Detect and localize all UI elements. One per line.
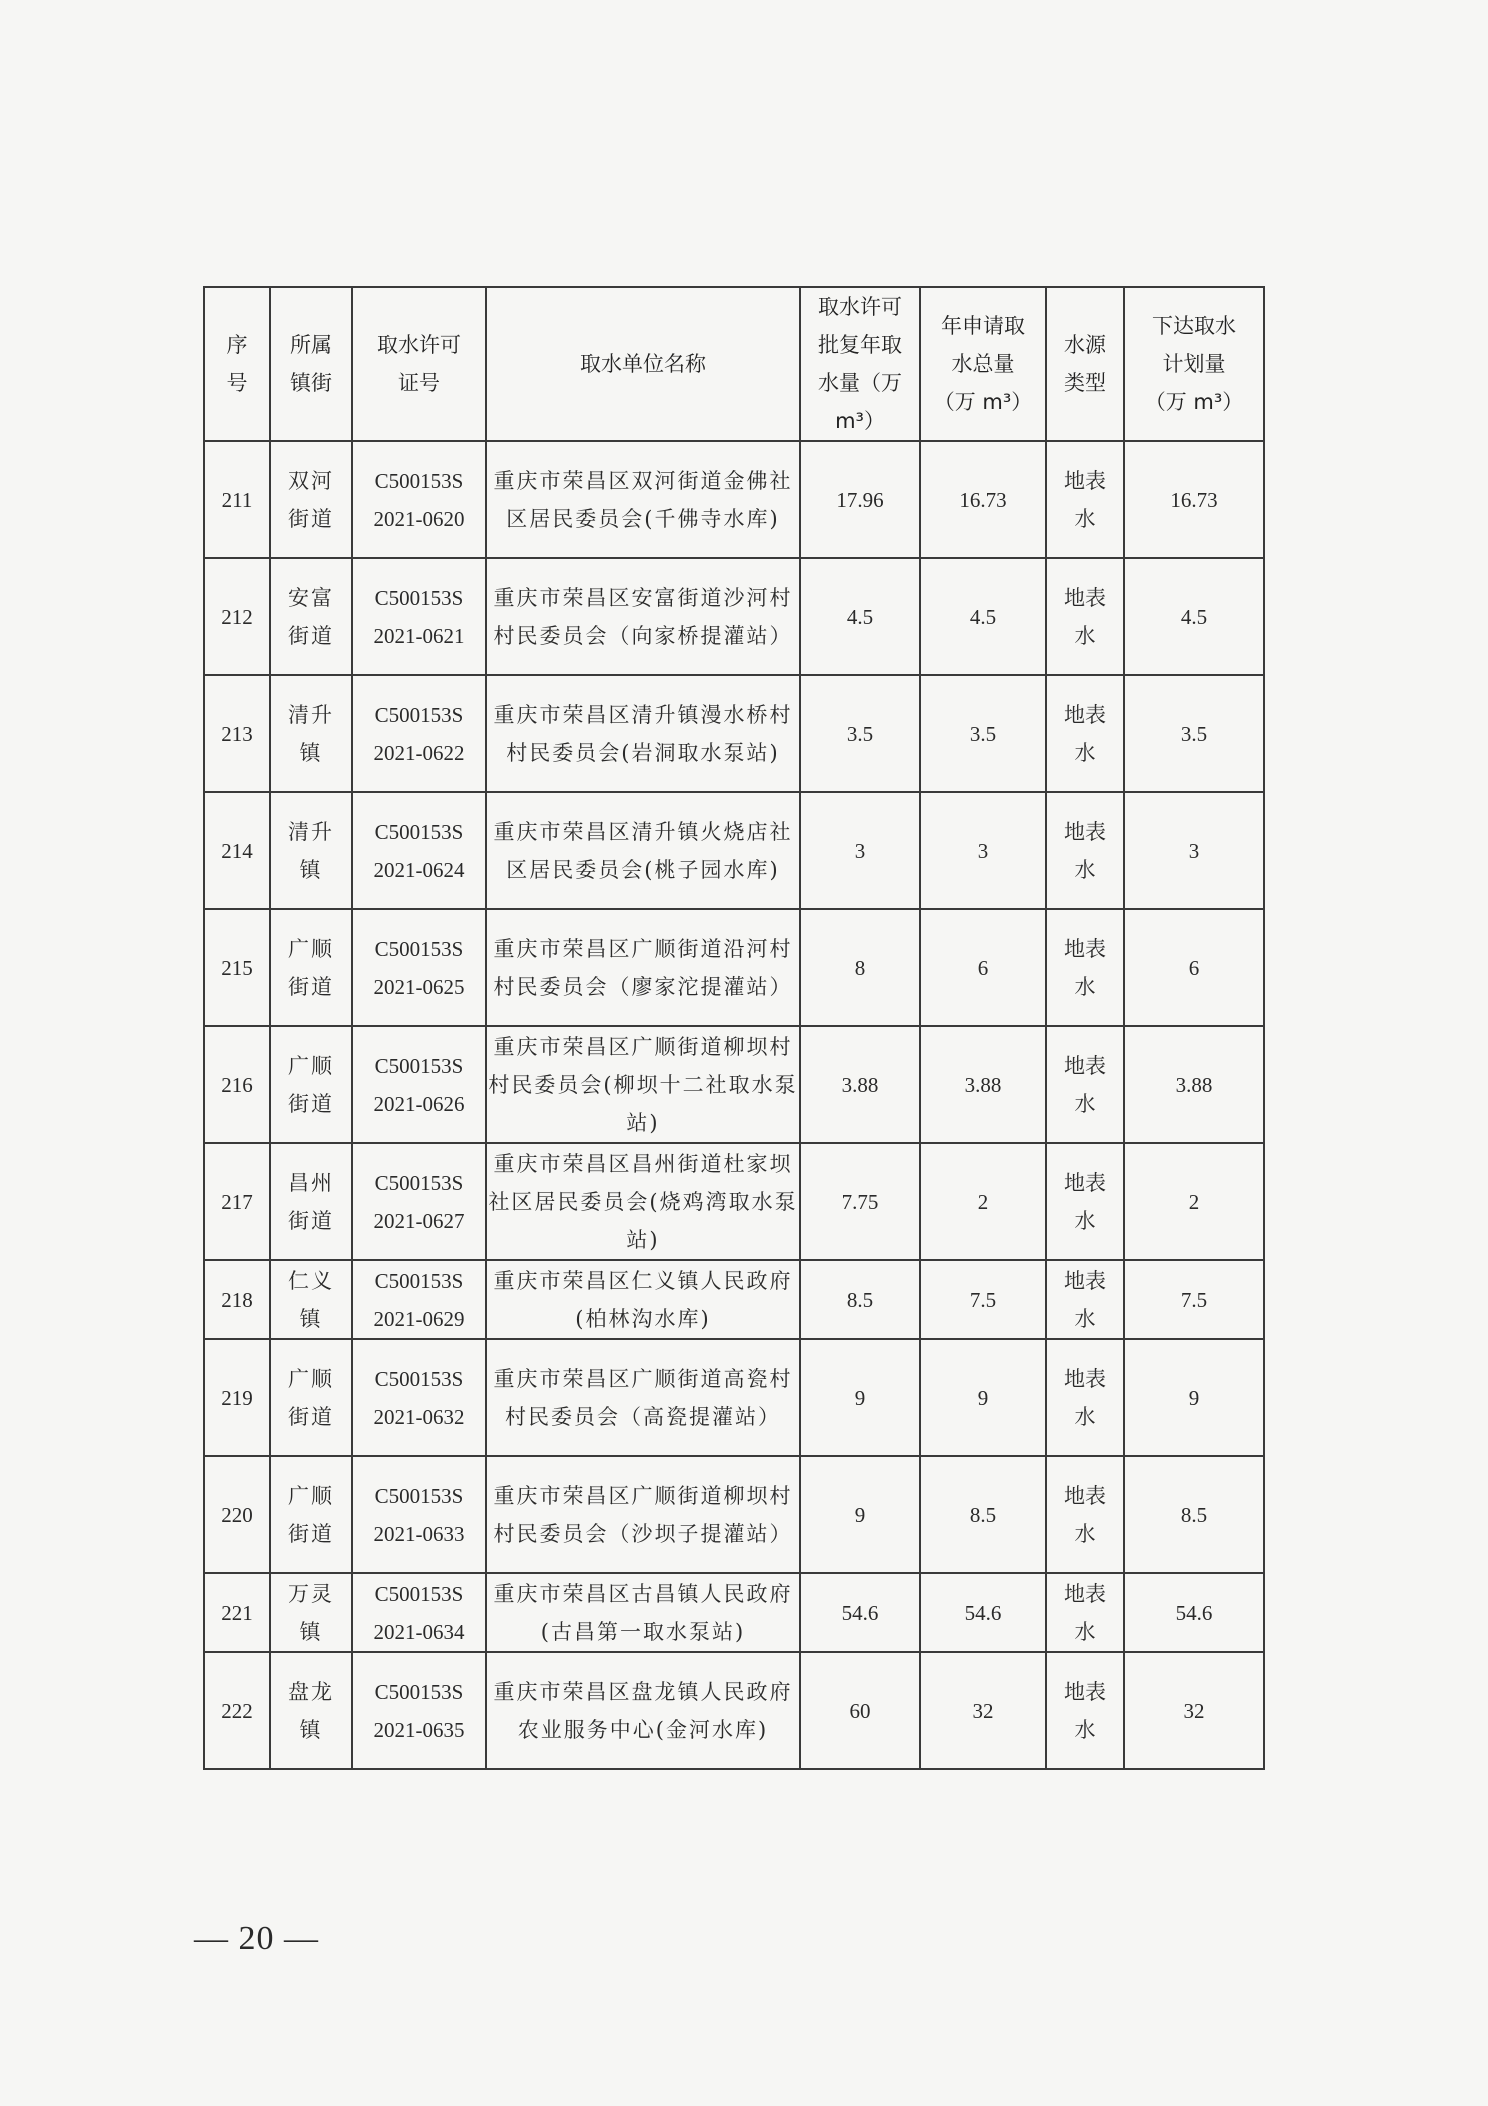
cell-plan: 6	[1124, 909, 1264, 1026]
cell-approved: 17.96	[800, 441, 920, 558]
cell-town: 安富 街道	[270, 558, 352, 675]
table-row	[204, 909, 1264, 1026]
cell-town: 广顺 街道	[270, 909, 352, 1026]
cell-seq: 212	[204, 558, 270, 675]
cell-applied: 3	[920, 792, 1046, 909]
cell-applied: 2	[920, 1143, 1046, 1260]
cell-source: 地表 水	[1046, 675, 1124, 792]
cell-town: 盘龙 镇	[270, 1652, 352, 1769]
cell-source: 地表 水	[1046, 1573, 1124, 1652]
table-row	[204, 675, 1264, 792]
cell-seq: 211	[204, 441, 270, 558]
cell-plan: 7.5	[1124, 1260, 1264, 1339]
cell-seq: 221	[204, 1573, 270, 1652]
cell-seq: 214	[204, 792, 270, 909]
cell-plan: 8.5	[1124, 1456, 1264, 1573]
table-row	[204, 1260, 1264, 1339]
cell-source: 地表 水	[1046, 1260, 1124, 1339]
cell-unit: 重庆市荣昌区仁义镇人民政府(柏林沟水库)	[486, 1260, 800, 1339]
cell-permit: C500153S 2021-0621	[352, 558, 486, 675]
cell-approved: 3.5	[800, 675, 920, 792]
cell-approved: 4.5	[800, 558, 920, 675]
cell-applied: 7.5	[920, 1260, 1046, 1339]
cell-plan: 3	[1124, 792, 1264, 909]
cell-unit: 重庆市荣昌区广顺街道高瓷村村民委员会（高瓷提灌站）	[486, 1339, 800, 1456]
table-row	[204, 1652, 1264, 1769]
cell-unit: 重庆市荣昌区双河街道金佛社区居民委员会(千佛寺水库)	[486, 441, 800, 558]
cell-town: 昌州 街道	[270, 1143, 352, 1260]
cell-applied: 8.5	[920, 1456, 1046, 1573]
cell-applied: 4.5	[920, 558, 1046, 675]
cell-unit: 重庆市荣昌区安富街道沙河村村民委员会（向家桥提灌站）	[486, 558, 800, 675]
cell-seq: 213	[204, 675, 270, 792]
cell-seq: 220	[204, 1456, 270, 1573]
table-row	[204, 792, 1264, 909]
cell-unit: 重庆市荣昌区昌州街道杜家坝社区居民委员会(烧鸡湾取水泵站)	[486, 1143, 800, 1260]
table-row	[204, 558, 1264, 675]
cell-source: 地表 水	[1046, 1143, 1124, 1260]
cell-plan: 3.88	[1124, 1026, 1264, 1143]
cell-applied: 6	[920, 909, 1046, 1026]
cell-approved: 8	[800, 909, 920, 1026]
cell-permit: C500153S 2021-0633	[352, 1456, 486, 1573]
cell-applied: 9	[920, 1339, 1046, 1456]
table-row	[204, 1573, 1264, 1652]
cell-source: 地表 水	[1046, 1026, 1124, 1143]
cell-unit: 重庆市荣昌区古昌镇人民政府(古昌第一取水泵站)	[486, 1573, 800, 1652]
cell-permit: C500153S 2021-0634	[352, 1573, 486, 1652]
cell-unit: 重庆市荣昌区盘龙镇人民政府农业服务中心(金河水库)	[486, 1652, 800, 1769]
cell-town: 广顺 街道	[270, 1339, 352, 1456]
cell-unit: 重庆市荣昌区清升镇火烧店社区居民委员会(桃子园水库)	[486, 792, 800, 909]
header-unit: 取水单位名称	[486, 287, 800, 441]
cell-seq: 217	[204, 1143, 270, 1260]
cell-plan: 32	[1124, 1652, 1264, 1769]
cell-town: 清升 镇	[270, 675, 352, 792]
cell-plan: 16.73	[1124, 441, 1264, 558]
header-seq: 序 号	[204, 287, 270, 441]
cell-applied: 54.6	[920, 1573, 1046, 1652]
table-row	[204, 1339, 1264, 1456]
cell-town: 万灵 镇	[270, 1573, 352, 1652]
cell-plan: 2	[1124, 1143, 1264, 1260]
cell-permit: C500153S 2021-0620	[352, 441, 486, 558]
table-row	[204, 441, 1264, 558]
cell-applied: 16.73	[920, 441, 1046, 558]
header-plan: 下达取水 计划量 （万 m³）	[1124, 287, 1264, 441]
cell-unit: 重庆市荣昌区清升镇漫水桥村村民委员会(岩洞取水泵站)	[486, 675, 800, 792]
header-applied: 年申请取 水总量 （万 m³）	[920, 287, 1046, 441]
cell-approved: 3	[800, 792, 920, 909]
cell-plan: 4.5	[1124, 558, 1264, 675]
table-row	[204, 1026, 1264, 1143]
cell-seq: 218	[204, 1260, 270, 1339]
cell-town: 清升 镇	[270, 792, 352, 909]
cell-plan: 54.6	[1124, 1573, 1264, 1652]
cell-plan: 3.5	[1124, 675, 1264, 792]
cell-seq: 222	[204, 1652, 270, 1769]
cell-approved: 7.75	[800, 1143, 920, 1260]
cell-permit: C500153S 2021-0625	[352, 909, 486, 1026]
cell-source: 地表 水	[1046, 558, 1124, 675]
cell-permit: C500153S 2021-0627	[352, 1143, 486, 1260]
cell-approved: 8.5	[800, 1260, 920, 1339]
cell-town: 双河 街道	[270, 441, 352, 558]
header-source: 水源 类型	[1046, 287, 1124, 441]
cell-source: 地表 水	[1046, 1456, 1124, 1573]
table-header-row	[204, 287, 1264, 441]
cell-approved: 3.88	[800, 1026, 920, 1143]
cell-plan: 9	[1124, 1339, 1264, 1456]
header-town: 所属 镇街	[270, 287, 352, 441]
cell-unit: 重庆市荣昌区广顺街道柳坝村村民委员会（沙坝子提灌站）	[486, 1456, 800, 1573]
header-approved: 取水许可 批复年取 水量（万 m³）	[800, 287, 920, 441]
cell-approved: 9	[800, 1456, 920, 1573]
cell-seq: 215	[204, 909, 270, 1026]
cell-town: 广顺 街道	[270, 1456, 352, 1573]
header-permit: 取水许可 证号	[352, 287, 486, 441]
table-row	[204, 1143, 1264, 1260]
cell-applied: 3.88	[920, 1026, 1046, 1143]
cell-source: 地表 水	[1046, 1339, 1124, 1456]
cell-unit: 重庆市荣昌区广顺街道柳坝村村民委员会(柳坝十二社取水泵站)	[486, 1026, 800, 1143]
cell-permit: C500153S 2021-0635	[352, 1652, 486, 1769]
cell-source: 地表 水	[1046, 792, 1124, 909]
cell-approved: 9	[800, 1339, 920, 1456]
cell-applied: 3.5	[920, 675, 1046, 792]
cell-source: 地表 水	[1046, 909, 1124, 1026]
cell-permit: C500153S 2021-0626	[352, 1026, 486, 1143]
page-number: — 20 —	[194, 1920, 319, 1957]
cell-source: 地表 水	[1046, 1652, 1124, 1769]
cell-seq: 219	[204, 1339, 270, 1456]
table-row	[204, 1456, 1264, 1573]
cell-approved: 60	[800, 1652, 920, 1769]
cell-applied: 32	[920, 1652, 1046, 1769]
cell-seq: 216	[204, 1026, 270, 1143]
cell-town: 仁义 镇	[270, 1260, 352, 1339]
cell-source: 地表 水	[1046, 441, 1124, 558]
cell-permit: C500153S 2021-0622	[352, 675, 486, 792]
cell-permit: C500153S 2021-0632	[352, 1339, 486, 1456]
cell-permit: C500153S 2021-0629	[352, 1260, 486, 1339]
water-permit-table	[203, 286, 1265, 1770]
cell-unit: 重庆市荣昌区广顺街道沿河村村民委员会（廖家沱提灌站）	[486, 909, 800, 1026]
cell-approved: 54.6	[800, 1573, 920, 1652]
cell-town: 广顺 街道	[270, 1026, 352, 1143]
cell-permit: C500153S 2021-0624	[352, 792, 486, 909]
